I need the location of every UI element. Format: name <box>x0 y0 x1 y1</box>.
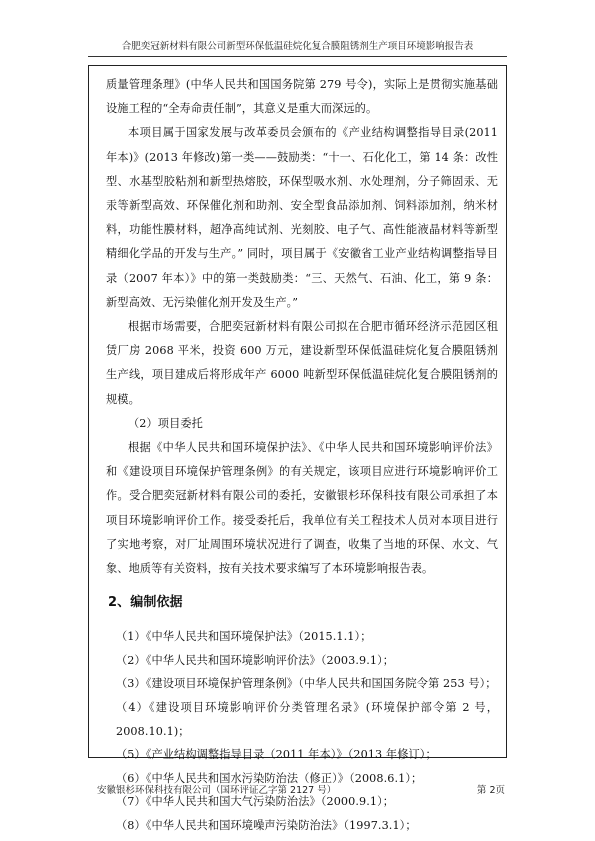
paragraph-industry-policy: 本项目属于国家发展与改革委员会颁布的《产业结构调整指导目录(2011 年本)》(2013 年修改)第一类——鼓励类：“十一、石化化工，第 14 条：改性型、水基型胶粘剂和新型热熔胶，环保型吸水剂、水处理剂，分子筛固汞、无汞等新型高效、环保催化剂和助剂、安全型食品添加剂、饲料添加剂，纳米材料，功能性膜材料，超净高纯试剂、光刻胶、电子气、高性能液晶材料等新型精细化学品的开发与生产。” 同时，项目属于《安徽省工业产业结构调整指导目录（2007 年本）》中的第一类鼓励类：“三、天然气、石油、化工，第 9 条：新型高效、无污染催化剂开发及生产。” <box>106 126 498 309</box>
paragraph-quality-management: 质量管理条理》(中华人民共和国国务院第 279 号令)，实际上是贯彻实施基础设施工程的“全寿命责任制”，其意义是重大而深远的。 <box>106 78 498 116</box>
section-title-basis: 2、编制依据 <box>108 595 183 611</box>
paragraph-commission-details: 根据《中华人民共和国环境保护法》、《中华人民共和国环境影响评价法》和《建设项目环境保护管理条例》的有关规定，该项目应进行环境影响评价工作。受合肥奕冠新材料有限公司的委托，安徽银杉环保科技有限公司承担了本项目环境影响评价工作。接受委托后，我单位有关工程技术人员对本项目进行了实地考察，对厂址周围环境状况进行了调查，收集了当地的环保、水文、气象、地质等有关资料，按有关技术要求编写了本环境影响报告表。 <box>106 441 498 576</box>
list-item: （4）《建设项目环境影响评价分类管理名录》(环境保护部令第 2 号，2008.10.1)； <box>116 701 498 738</box>
subheading-project-commission: （2）项目委托 <box>128 416 203 430</box>
page-number: 第 2页 <box>476 785 505 796</box>
list-item: （2）《中华人民共和国环境影响评价法》（2003.9.1）； <box>116 653 395 667</box>
page-header: 合肥奕冠新材料有限公司新型环保低温硅烷化复合膜阻锈剂生产项目环境影响报告表 <box>121 41 474 52</box>
list-item: （3）《建设项目环境保护管理条例》（中华人民共和国国务院令第 253 号）； <box>116 677 497 691</box>
header-divider <box>88 56 507 57</box>
paragraph-project-overview: 根据市场需要，合肥奕冠新材料有限公司拟在合肥市循环经济示范园区租赁厂房 2068 平米，投资 600 万元，建设新型环保低温硅烷化复合膜阻锈剂生产线，项目建成后将形成年产 6000 吨新型环保低温硅烷化复合膜阻锈剂的规模。 <box>106 320 498 406</box>
list-item: （8）《中华人民共和国环境噪声污染防治法》（1997.3.1）； <box>116 819 417 833</box>
list-item: （1）《中华人民共和国环境保护法》（2015.1.1）； <box>116 630 372 644</box>
main-content <box>106 73 498 838</box>
list-item: （6）《中华人民共和国水污染防治法（修正）》（2008.6.1）； <box>116 771 423 785</box>
basis-list <box>106 625 498 837</box>
list-item: （7）《中华人民共和国大气污染防治法》（2000.9.1）； <box>116 795 395 809</box>
footer-company: 安徽银杉环保科技有限公司（国环评证乙字第 2127 号） <box>97 785 337 796</box>
list-item: （5）《产业结构调整指导目录（2011 年本）》（2013 年修订）； <box>116 748 437 762</box>
